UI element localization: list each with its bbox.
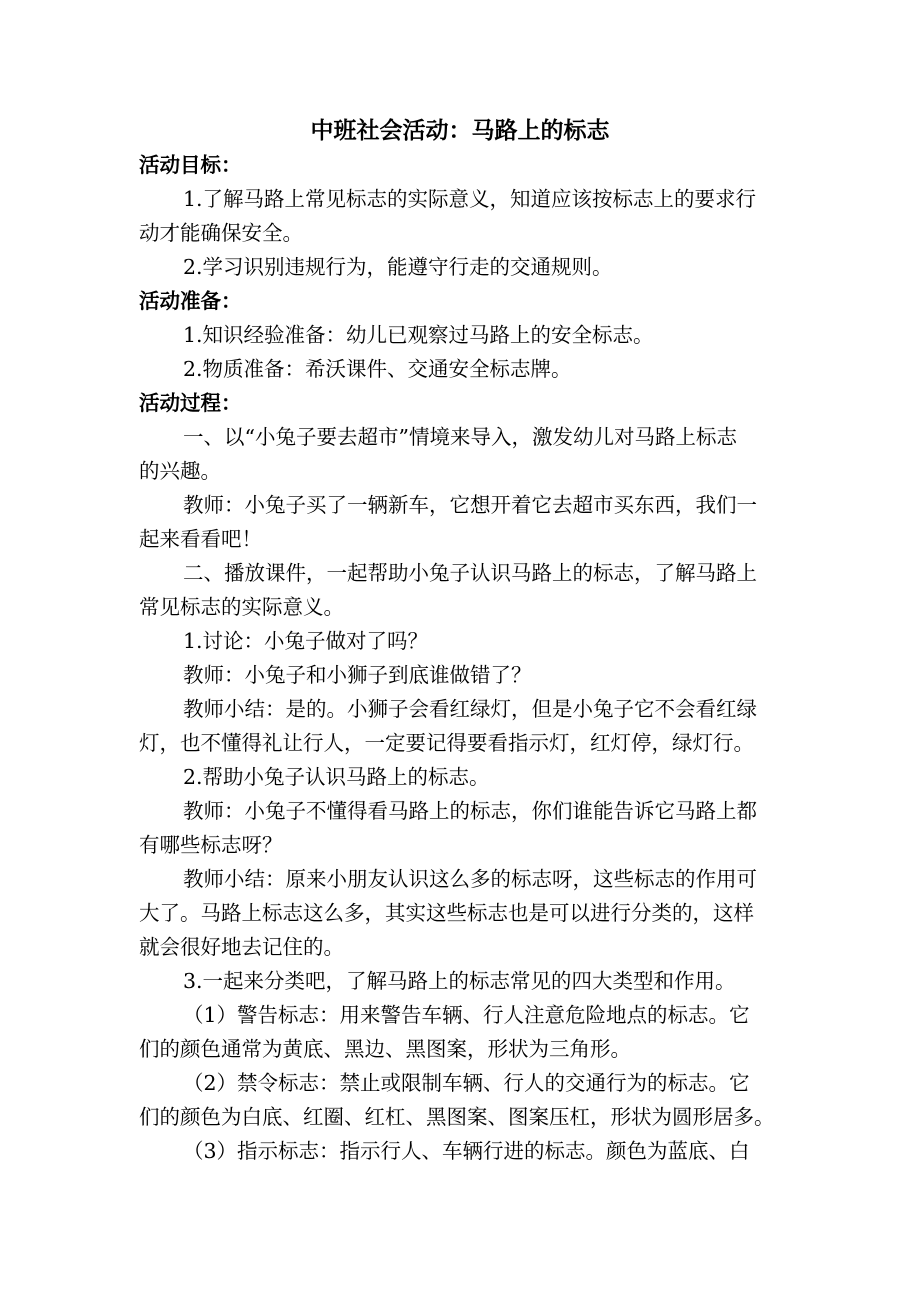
paragraph-line: 1.知识经验准备：幼儿已观察过马路上的安全标志。 bbox=[183, 323, 654, 347]
paragraph-line: 动才能确保安全。 bbox=[139, 221, 303, 245]
paragraph-line: 大了。马路上标志这么多，其实这些标志也是可以进行分类的，这样 bbox=[139, 901, 754, 925]
section-heading-process: 活动过程： bbox=[139, 391, 242, 415]
paragraph-line: 二、播放课件，一起帮助小兔子认识马路上的标志，了解马路上 bbox=[183, 561, 757, 585]
paragraph-line: 1.讨论：小兔子做对了吗？ bbox=[183, 629, 429, 653]
paragraph-line: 有哪些标志呀？ bbox=[139, 833, 283, 857]
paragraph-line: 教师小结：是的。小狮子会看红绿灯，但是小兔子它不会看红绿 bbox=[183, 697, 757, 721]
paragraph-line: 2.学习识别违规行为，能遵守行走的交通规则。 bbox=[183, 255, 613, 279]
paragraph-line: 常见标志的实际意义。 bbox=[139, 595, 344, 619]
section-heading-goals: 活动目标： bbox=[139, 153, 242, 177]
paragraph-line: 们的颜色为白底、红圈、红杠、黑图案、图案压杠，形状为圆形居多。 bbox=[139, 1105, 775, 1129]
paragraph-line: 教师：小兔子买了一辆新车，它想开着它去超市买东西，我们一 bbox=[183, 493, 757, 517]
paragraph-line: 1.了解马路上常见标志的实际意义，知道应该按标志上的要求行 bbox=[183, 187, 757, 211]
paragraph-line: 起来看看吧！ bbox=[139, 527, 262, 551]
paragraph-line: （2）禁令标志：禁止或限制车辆、行人的交通行为的标志。它 bbox=[183, 1071, 750, 1095]
section-heading-preparation: 活动准备： bbox=[139, 289, 242, 313]
paragraph-line: 2.物质准备：希沃课件、交通安全标志牌。 bbox=[183, 357, 572, 381]
document-title: 中班社会活动：马路上的标志 bbox=[310, 117, 610, 144]
paragraph-line: 教师：小兔子和小狮子到底谁做错了？ bbox=[183, 663, 532, 687]
paragraph-line: 一、以“小兔子要去超市”情境来导入，激发幼儿对马路上标志 bbox=[183, 425, 737, 449]
paragraph-line: 3.一起来分类吧，了解马路上的标志常见的四大类型和作用。 bbox=[183, 969, 736, 993]
paragraph-line: （1）警告标志：用来警告车辆、行人注意危险地点的标志。它 bbox=[183, 1003, 750, 1027]
paragraph-line: 们的颜色通常为黄底、黑边、黑图案，形状为三角形。 bbox=[139, 1037, 631, 1061]
paragraph-line: 的兴趣。 bbox=[139, 459, 221, 483]
paragraph-line: 教师：小兔子不懂得看马路上的标志，你们谁能告诉它马路上都 bbox=[183, 799, 757, 823]
paragraph-line: 灯，也不懂得礼让行人，一定要记得要看指示灯，红灯停，绿灯行。 bbox=[139, 731, 754, 755]
paragraph-line: 2.帮助小兔子认识马路上的标志。 bbox=[183, 765, 490, 789]
paragraph-line: （3）指示标志：指示行人、车辆行进的标志。颜色为蓝底、白 bbox=[183, 1139, 750, 1163]
paragraph-line: 就会很好地去记住的。 bbox=[139, 935, 344, 959]
paragraph-line: 教师小结：原来小朋友认识这么多的标志呀，这些标志的作用可 bbox=[183, 867, 757, 891]
